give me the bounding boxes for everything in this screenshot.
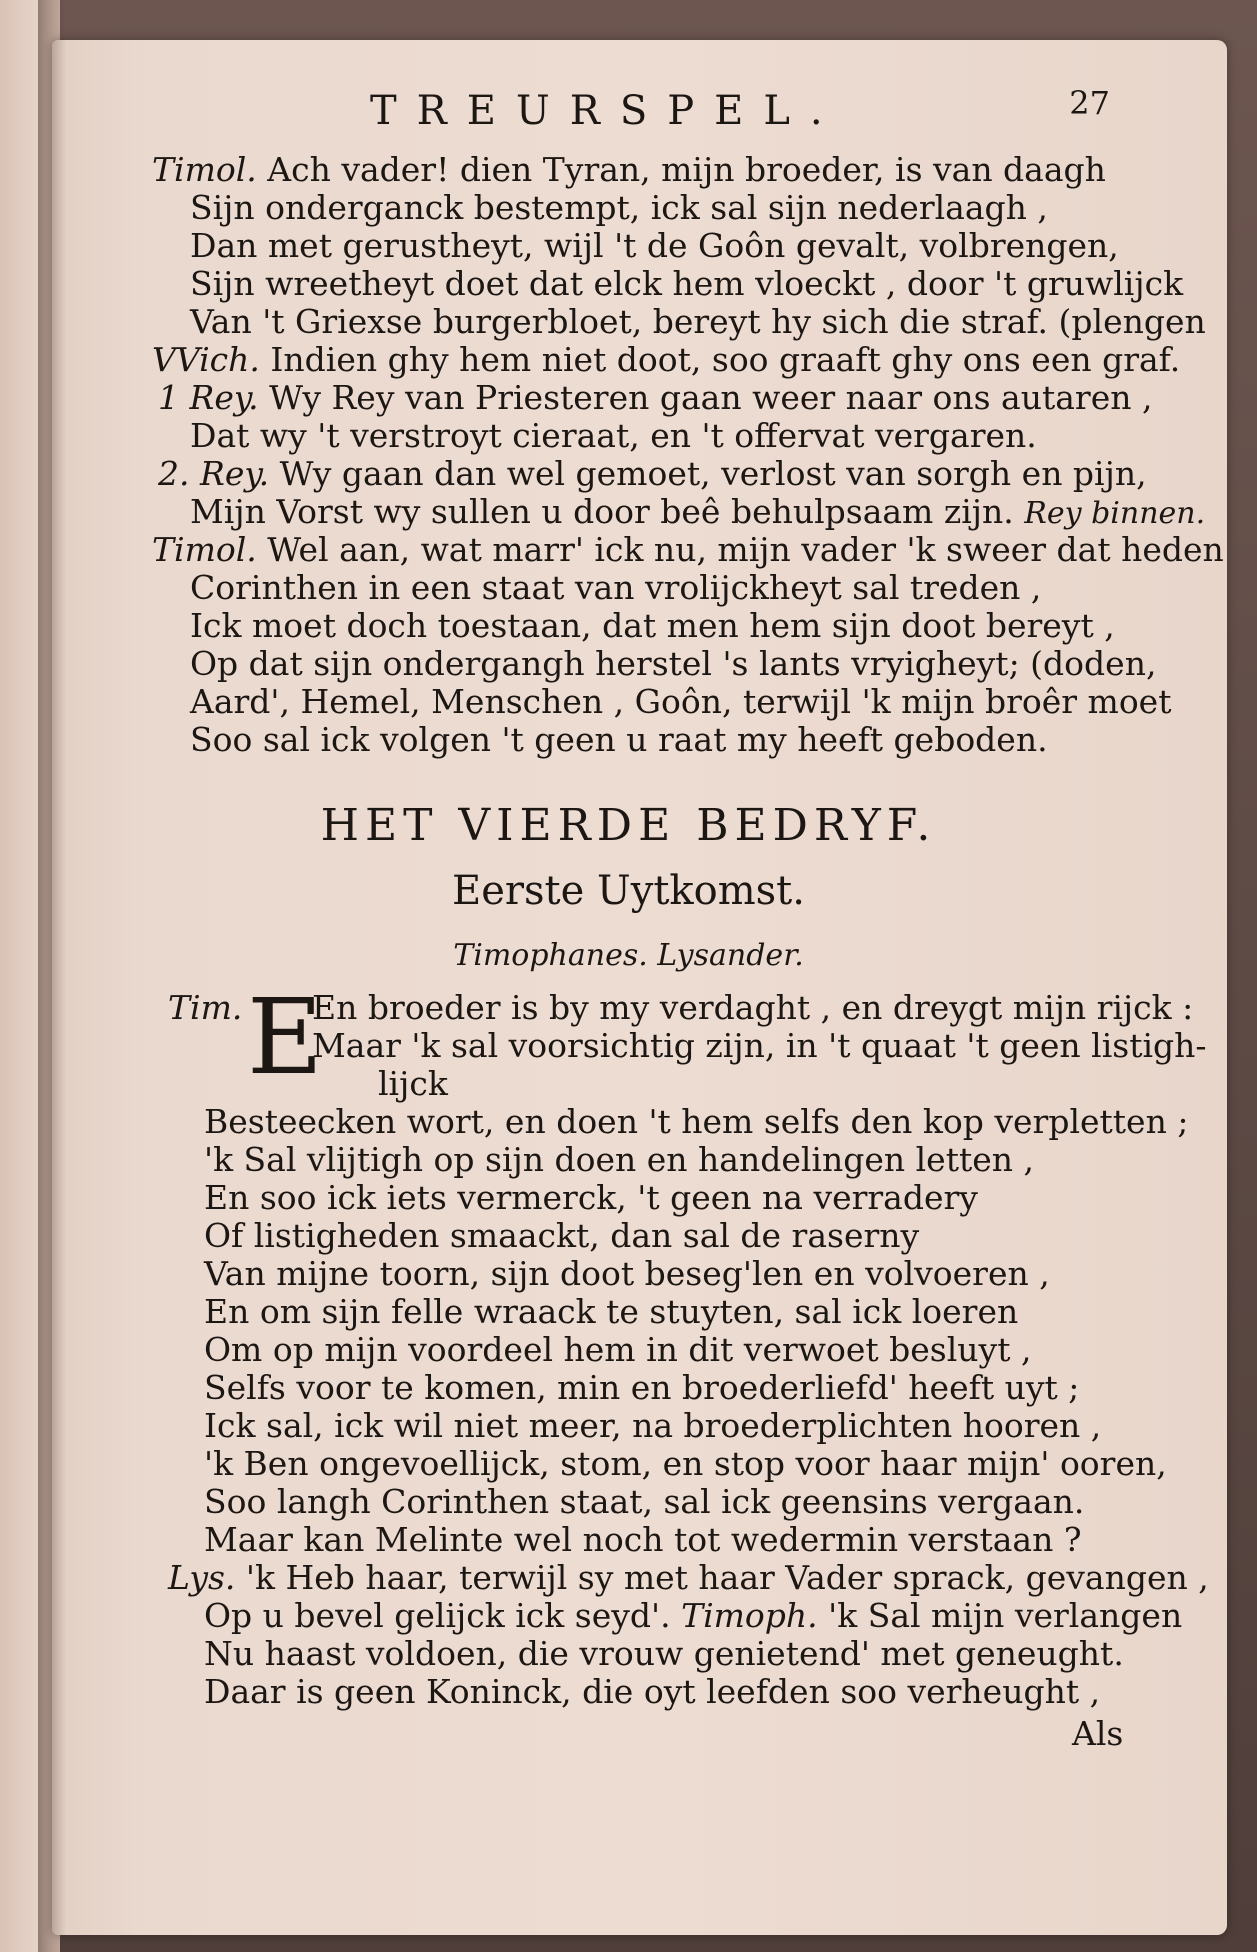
verse-line <box>204 1330 1031 1369</box>
page-gutter <box>38 0 66 1952</box>
speaker-label: 2. Rey. <box>158 454 270 493</box>
verse-text: Van mijne toorn, sijn doot beseg'len en volvoeren , <box>204 1254 1050 1293</box>
verse-line <box>168 988 242 1027</box>
verse-text: Op u bevel gelijck ick seyd'. <box>204 1596 671 1635</box>
speaker-label: 1 Rey. <box>158 378 259 417</box>
verse-line <box>190 264 1183 303</box>
verse-line <box>204 1634 1124 1673</box>
running-head: TREURSPEL. <box>370 88 843 134</box>
verse-line <box>190 226 1119 265</box>
verse-text: Dan met gerustheyt, wijl 't de Goôn gevalt, volbrengen, <box>190 226 1119 265</box>
verse-line <box>152 340 1180 379</box>
page-number: 27 <box>1069 84 1110 122</box>
speaker-label: Timol. <box>152 530 257 569</box>
verse-text: En soo ick iets vermerck, 't geen na verradery <box>204 1178 978 1217</box>
verse-text: Om op mijn voordeel hem in dit verwoet besluyt , <box>204 1330 1032 1369</box>
verse-line <box>312 1026 1207 1065</box>
verse-text: Wy gaan dan wel gemoet, verlost van sorgh en pijn, <box>279 454 1147 493</box>
verse-line <box>190 720 1048 759</box>
verse-text: 'k Ben ongevoellijck, stom, en stop voor haar mijn' ooren, <box>204 1444 1167 1483</box>
verse-text: Dat wy 't verstroyt cieraat, en 't offervat vergaren. <box>190 416 1037 455</box>
verse-text: En om sijn felle wraack te stuyten, sal ick loeren <box>204 1292 1019 1331</box>
verse-line <box>168 1558 1209 1597</box>
verse-text: Mijn Vorst wy sullen u door beê behulpsaam zijn. <box>190 492 1014 531</box>
verse-line <box>190 302 1206 341</box>
verse-text: Aard', Hemel, Menschen , Goôn, terwijl 'k mijn broêr moet <box>190 682 1172 721</box>
verse-line <box>152 150 1106 189</box>
verse-text: Sijn wreetheyt doet dat elck hem vloeckt , door 't gruwlijck <box>190 264 1184 303</box>
verse-text: Op dat sijn ondergangh herstel 's lants vryigheyt; (doden, <box>190 644 1157 683</box>
verse-line <box>190 188 1048 227</box>
verse-text: 'k Heb haar, terwijl sy met haar Vader sprack, gevangen , <box>245 1558 1209 1597</box>
verse-text: Ach vader! dien Tyran, mijn broeder, is van daagh <box>267 150 1106 189</box>
verse-line <box>158 454 1147 493</box>
verse-line <box>204 1444 1167 1483</box>
speaker-label: Tim. <box>168 988 243 1027</box>
verse-text: Nu haast voldoen, die vrouw genietend' met geneught. <box>204 1634 1124 1673</box>
verse-text: Soo langh Corinthen staat, sal ick geensins vergaan. <box>204 1482 1085 1521</box>
verse-line <box>190 416 1037 455</box>
character-list: Timophanes. Lysander. <box>453 938 804 973</box>
verse-text: Of listigheden smaackt, dan sal de raserny <box>204 1216 920 1255</box>
page-header <box>370 84 1110 148</box>
verse-line <box>152 530 1224 569</box>
verse-line <box>204 1102 1188 1141</box>
verse-line <box>204 1482 1084 1521</box>
verse-text: Wy Rey van Priesteren gaan weer naar ons autaren , <box>269 378 1153 417</box>
speaker-label: VVich. <box>152 340 260 379</box>
speaker-label: Lys. <box>168 1558 236 1597</box>
verse-text: lijck <box>378 1064 448 1103</box>
verse-line <box>204 1406 1101 1445</box>
verse-text: Selfs voor te komen, min en broederliefd' heeft uyt ; <box>204 1368 1080 1407</box>
verse-text: Indien ghy hem niet doot, soo graaft ghy ons een graf. <box>270 340 1181 379</box>
verse-text: Besteecken wort, en doen 't hem selfs den kop verpletten ; <box>204 1102 1189 1141</box>
verse-line <box>204 1140 1034 1179</box>
verse-line <box>190 644 1156 683</box>
verse-text: Ick sal, ick wil niet meer, na broederplichten hooren , <box>204 1406 1102 1445</box>
verse-text: Wel aan, wat marr' ick nu, mijn vader 'k sweer dat heden <box>267 530 1224 569</box>
verse-text: 'k Sal vlijtigh op sijn doen en handelingen letten , <box>204 1140 1034 1179</box>
verse-text: Soo sal ick volgen 't geen u raat my heeft geboden. <box>190 720 1048 759</box>
verse-line <box>204 1216 919 1255</box>
verse-text: Daar is geen Koninck, die oyt leefden soo verheught , <box>204 1672 1101 1711</box>
scene-title: Eerste Uytkomst. <box>452 868 805 914</box>
verse-text: En broeder is by my verdaght , en dreygt mijn rijck : <box>312 988 1194 1027</box>
verse-line <box>204 1292 1018 1331</box>
verse-line <box>158 378 1152 417</box>
verse-line <box>204 1368 1079 1407</box>
verse-text: Van 't Griexse burgerbloet, bereyt hy sich die straf. (plengen <box>190 302 1206 341</box>
verse-line <box>312 988 1193 1027</box>
verse-text: Corinthen in een staat van vrolijckheyt sal treden , <box>190 568 1042 607</box>
catchword: Als <box>1072 1714 1124 1753</box>
verse-line <box>204 1596 1182 1635</box>
verse-line <box>190 606 1115 645</box>
speaker-label: Timol. <box>152 150 257 189</box>
verse-line <box>190 492 1205 531</box>
verse-text: Maar kan Melinte wel noch tot wedermin verstaan ? <box>204 1520 1082 1559</box>
drop-capital: E <box>247 976 323 1098</box>
verse-text: Sijn onderganck bestempt, ick sal sijn nederlaagh , <box>190 188 1048 227</box>
speaker-label: Timoph. <box>681 1596 818 1635</box>
verse-text: 'k Sal mijn verlangen <box>828 1596 1183 1635</box>
verse-line <box>204 1178 978 1217</box>
verse-text: Ick moet doch toestaan, dat men hem sijn doot bereyt , <box>190 606 1115 645</box>
verse-line <box>190 682 1171 721</box>
stage-direction: Rey binnen. <box>1024 496 1206 531</box>
verse-line <box>190 568 1041 607</box>
verse-line <box>204 1520 1082 1559</box>
act-title: HET VIERDE BEDRYF. <box>320 800 937 851</box>
verse-line <box>378 1064 448 1103</box>
verse-line <box>204 1672 1100 1711</box>
verse-text: Maar 'k sal voorsichtig zijn, in 't quaat 't geen listigh- <box>312 1026 1207 1065</box>
verse-line <box>204 1254 1050 1293</box>
